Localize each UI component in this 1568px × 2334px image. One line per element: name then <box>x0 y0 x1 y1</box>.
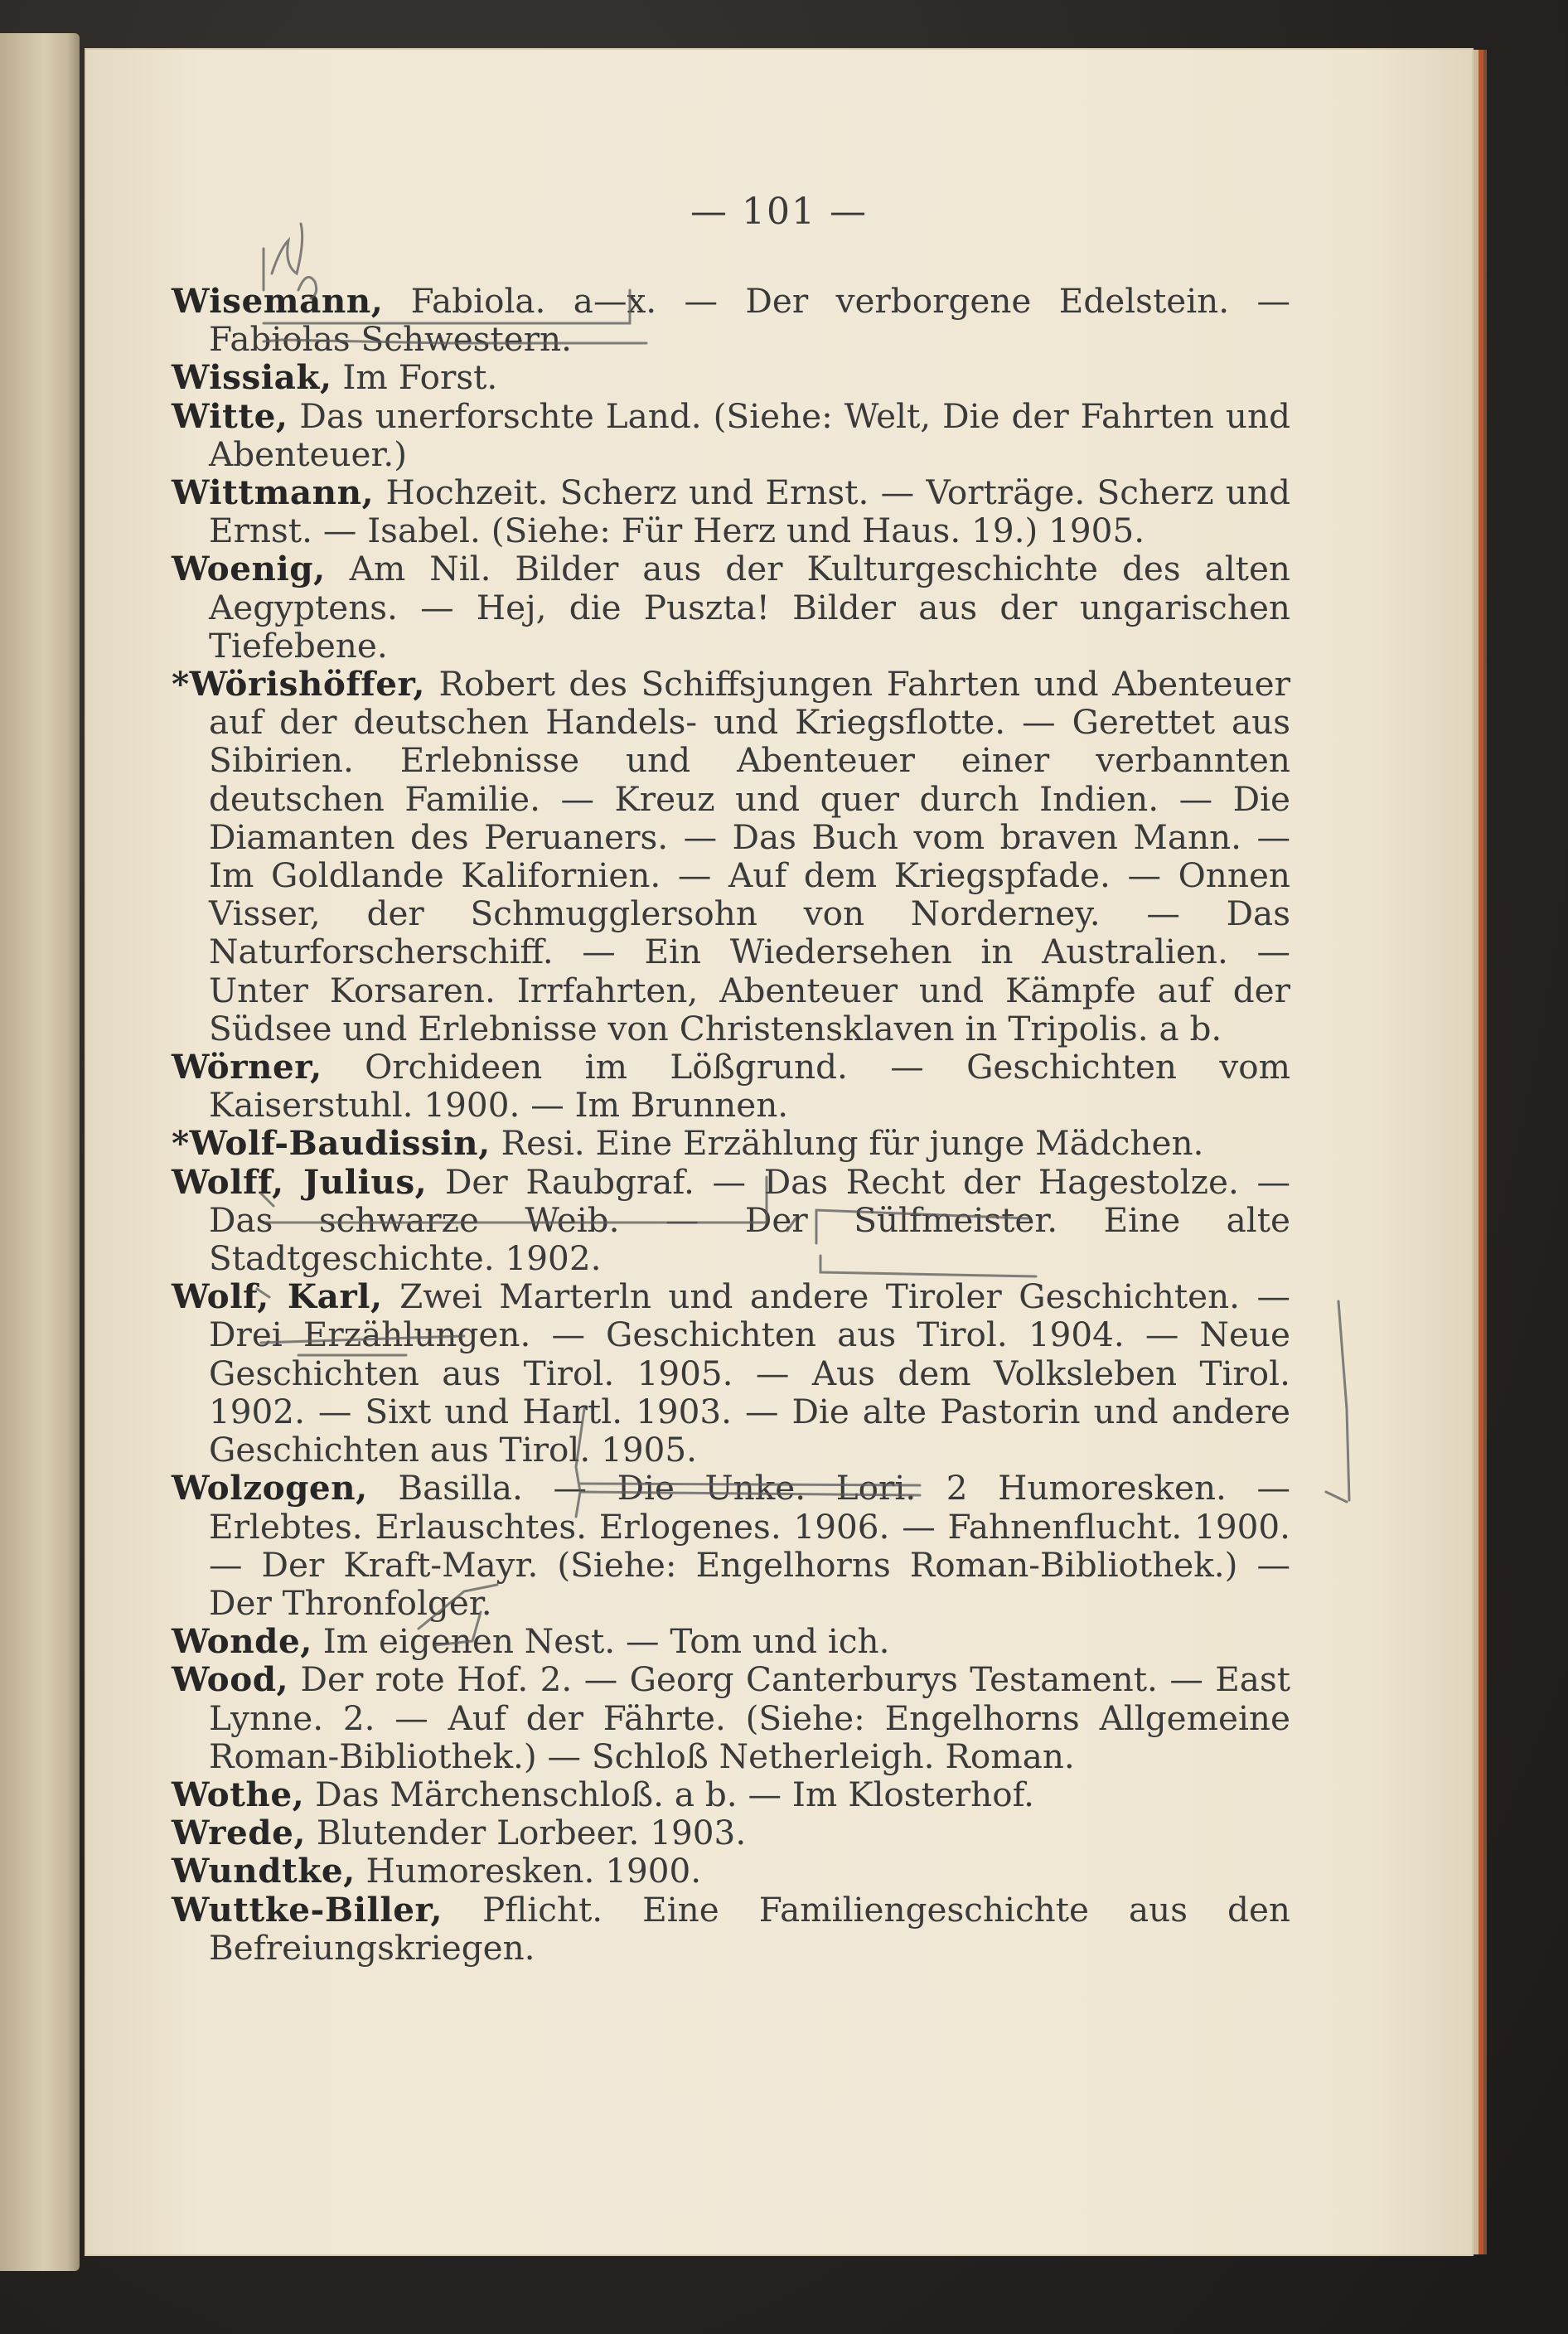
entry-wundtke <box>172 1852 1290 1890</box>
entry-text: Der rote Hof. 2. — Georg Canterburys Testament. — East Lynne. 2. — Auf der Fährte. (Siehe: Engelhorns Allgemeine Roman-Bibliothek.) — Schloß Netherleigh. Roman. <box>209 1659 1290 1776</box>
entry-text: Im Forst. <box>332 357 498 398</box>
entry-wolff-julius <box>172 1163 1290 1278</box>
entry-text: Robert des Schiffsjungen Fahrten und Abenteuer auf der deutschen Handels- und Kriegsflotte. — Gerettet aus Sibirien. Erlebnisse und Abenteuer einer verbannten deutschen Familie. — Kreuz und quer durch Indien. — Die Diamanten des Peruaners. — Das Buch vom braven Mann. — Im Goldlande Kalifornien. — Auf dem Kriegspfade. — Onnen Visser, der Schmugglersohn von Norderney. — Das Naturforscherschiff. — Ein Wiedersehen in Australien. — Unter Korsaren. Irrfahrten, Abenteuer und Kämpfe auf der Südsee und Erlebnisse von Christensklaven in Tripolis. a b. <box>209 664 1290 1048</box>
entry-author: Wolf, Karl, <box>172 1276 383 1317</box>
entry-wissiak <box>172 358 1290 396</box>
entry-text: Blutender Lorbeer. 1903. <box>305 1813 747 1853</box>
entry-wrede <box>172 1813 1290 1852</box>
entry-list <box>172 282 1290 1967</box>
entry-author: Wolzogen, <box>172 1468 368 1508</box>
entry-wittmann <box>172 473 1290 550</box>
entry-author: *Wolf-Baudissin, <box>172 1123 491 1164</box>
entry-text: Das Märchenschloß. a b. — Im Klosterhof. <box>304 1774 1035 1814</box>
entry-author: Witte, <box>172 395 288 436</box>
entry-author: Wittmann, <box>172 472 375 513</box>
left-page-edge <box>0 33 80 2271</box>
entry-woerner <box>172 1048 1290 1124</box>
entry-author: Wörner, <box>172 1047 322 1087</box>
entry-woenig <box>172 550 1290 665</box>
entry-text: Fabiola. a—x. — Der verborgene Edelstein. — Fabiolas Schwestern. <box>209 281 1290 360</box>
entry-author: Woenig, <box>172 549 326 589</box>
entry-text: Am Nil. Bilder aus der Kulturgeschichte des alten Aegyptens. — Hej, die Puszta! Bilder aus der ungarischen Tiefebene. <box>209 549 1290 666</box>
entry-author: Wrede, <box>172 1813 306 1853</box>
entry-author: Wolff, Julius, <box>172 1161 428 1202</box>
entry-text: Resi. Eine Erzählung für junge Mädchen. <box>490 1123 1204 1164</box>
entry-text: Das unerforschte Land. (Siehe: Welt, Die der Fahrten und Abenteuer.) <box>209 395 1290 474</box>
entry-author: Wood, <box>172 1659 289 1700</box>
entry-text: Der Raubgraf. — Das Recht der Hagestolze. — Das schwarze Weib. — Der Sülfmeister. Eine alte Stadtgeschichte. 1902. <box>209 1161 1290 1279</box>
entry-wisemann <box>172 282 1290 358</box>
entry-wood <box>172 1660 1290 1775</box>
entry-wolf-karl <box>172 1277 1290 1469</box>
entry-text: Pflicht. Eine Familiengeschichte aus den Befreiungskriegen. <box>209 1889 1290 1968</box>
page-number: — 101 — <box>690 191 868 233</box>
entry-wuttke-biller <box>172 1891 1290 1967</box>
entry-wonde <box>172 1622 1290 1660</box>
entry-text: Im eigenen Nest. — Tom und ich. <box>312 1621 890 1662</box>
entry-text: Basilla. — Die Unke. Lori. 2 Humoresken. — Erlebtes. Erlauschtes. Erlogenes. 1906. — Fahnenflucht. 1900. — Der Kraft-Mayr. (Siehe: Engelhorns Roman-Bibliothek.) — Der Thronfolger. <box>209 1468 1290 1623</box>
entry-woerishoeffer <box>172 665 1290 1048</box>
entry-text: Orchideen im Lößgrund. — Geschichten vom Kaiserstuhl. 1900. — Im Brunnen. <box>209 1047 1290 1126</box>
entry-author: Wundtke, <box>172 1851 356 1891</box>
entry-text: Zwei Marterln und andere Tiroler Geschichten. — Drei Erzählungen. — Geschichten aus Tirol. 1904. — Neue Geschichten aus Tirol. 1905. — Aus dem Volksleben Tirol. 1902. — Sixt und Hartl. 1903. — Die alte Pastorin und andere Geschichten aus Tirol. 1905. <box>209 1276 1290 1470</box>
entry-author: Wissiak, <box>172 357 332 398</box>
entry-author: Wonde, <box>172 1621 312 1662</box>
entry-wothe <box>172 1775 1290 1813</box>
entry-author: Wothe, <box>172 1774 305 1814</box>
entry-text: Hochzeit. Scherz und Ernst. — Vorträge. Scherz und Ernst. — Isabel. (Siehe: Für Herz und Haus. 19.) 1905. <box>209 472 1290 551</box>
entry-wolzogen <box>172 1469 1290 1622</box>
entry-witte <box>172 397 1290 473</box>
entry-author: Wisemann, <box>172 281 384 321</box>
entry-author: *Wörishöffer, <box>172 664 425 705</box>
entry-wolf-baudissin <box>172 1124 1290 1162</box>
entry-author: Wuttke-Biller, <box>172 1889 443 1930</box>
entry-text: Humoresken. 1900. <box>355 1851 702 1891</box>
